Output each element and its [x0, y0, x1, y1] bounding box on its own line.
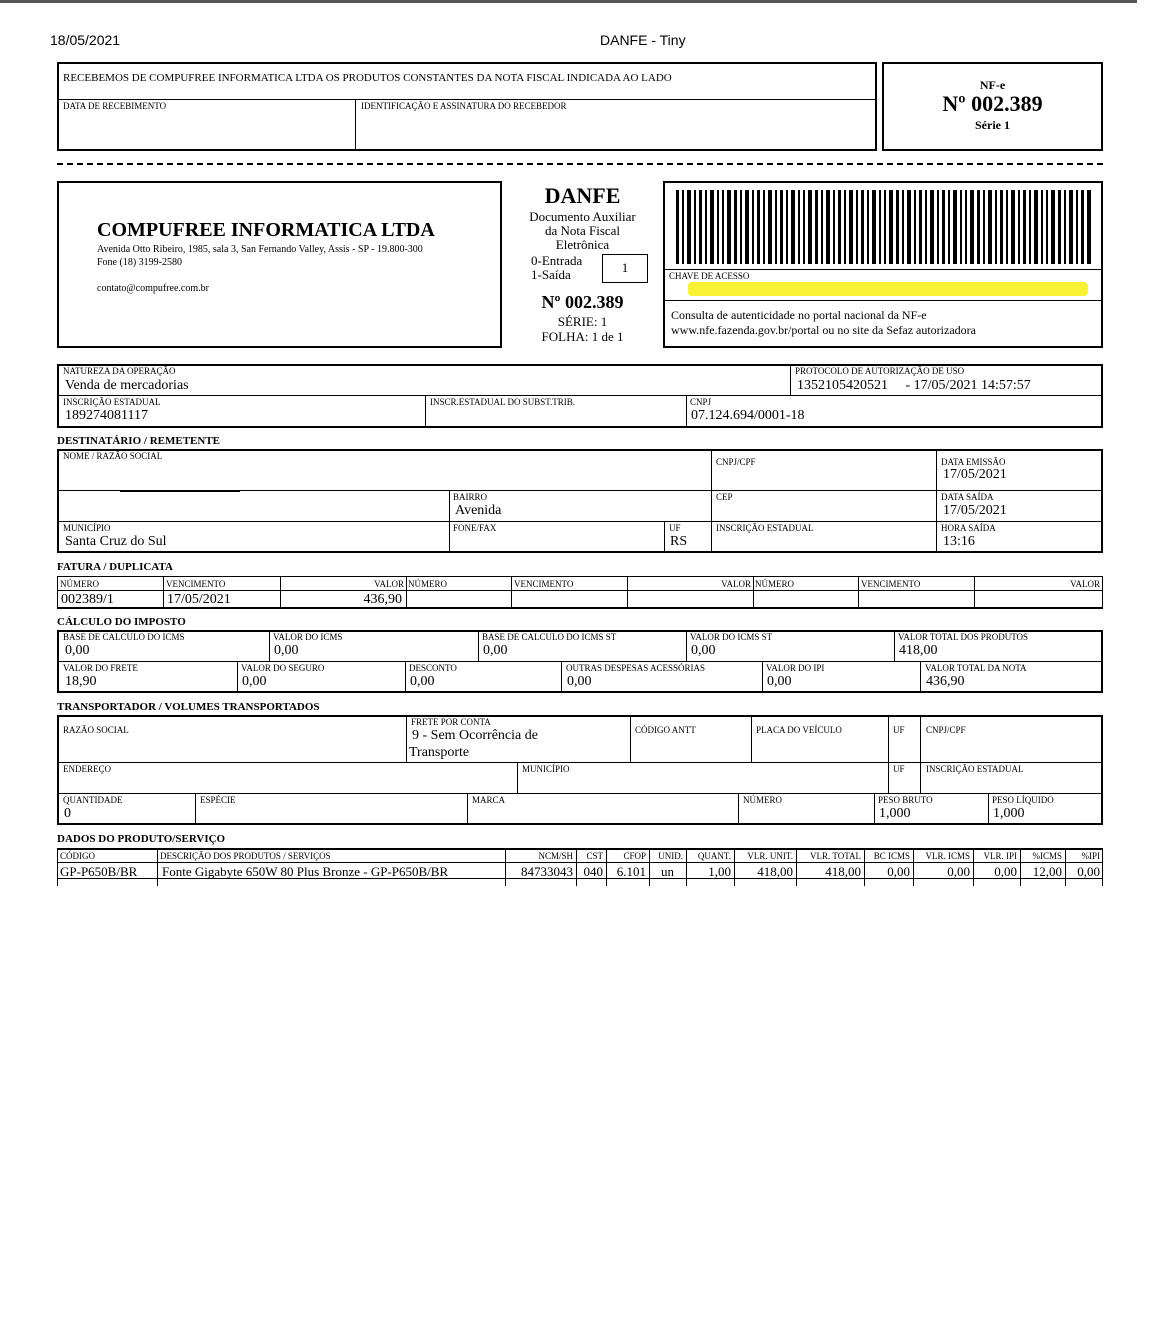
ie-label: INSCRIÇÃO ESTADUAL [63, 397, 161, 407]
outras-label: OUTRAS DESPESAS ACESSÓRIAS [566, 663, 706, 673]
dest-cnpj-label: CNPJ/CPF [716, 457, 756, 467]
canhoto-text: RECEBEMOS DE COMPUFREE INFORMATICA LTDA OS PRODUTOS CONSTANTES DA NOTA FISCAL INDICADA AO LADO [63, 72, 672, 84]
row-bc-icms: 0,00 [887, 864, 910, 879]
uf-label: UF [669, 523, 681, 533]
saida-label: DATA SAÍDA [941, 492, 994, 502]
especie-label: ESPÉCIE [200, 795, 236, 805]
transp-uf2-label: UF [893, 764, 905, 774]
top-bar [0, 0, 1137, 3]
v-prod-value: 418,00 [899, 643, 938, 658]
frete-conta-line2: Transporte [409, 745, 470, 760]
emitente-endereco: Avenida Otto Ribeiro, 1985, sala 3, San Fernando Valley, Assis - SP - 19.800-300 [97, 244, 423, 255]
fatura-venc-label: VENCIMENTO [166, 579, 226, 589]
cut-line [57, 163, 1103, 165]
bc-icms-label: BASE DE CALCULO DO ICMS [63, 632, 185, 642]
natureza-label: NATUREZA DA OPERAÇÃO [63, 366, 176, 376]
protocolo-label: PROTOCOLO DE AUTORIZAÇÃO DE USO [795, 366, 965, 376]
v-icms-value: 0,00 [274, 643, 299, 658]
redaction-mark [120, 490, 240, 492]
row-descricao: Fonte Gigabyte 650W 80 Plus Bronze - GP-P650B/BR [162, 864, 449, 879]
col-vlr-ipi: VLR. IPI [983, 851, 1017, 861]
emissao-value: 17/05/2021 [943, 467, 1007, 482]
chave-redacted [688, 282, 1088, 296]
danfe-folha: FOLHA: 1 de 1 [541, 329, 624, 344]
row-codigo: GP-P650B/BR [60, 864, 138, 879]
barcode [676, 190, 1096, 264]
emitente-nome: COMPUFREE INFORMATICA LTDA [97, 219, 435, 241]
bairro-label: BAIRRO [453, 492, 488, 502]
iest-label: INSCR.ESTADUAL DO SUBST.TRIB. [430, 397, 576, 407]
identificacao-label: IDENTIFICAÇÃO E ASSINATURA DO RECEBEDOR [361, 101, 567, 111]
danfe-line1: Documento Auxiliar [529, 209, 636, 224]
natureza-value: Venda de mercadorias [65, 378, 189, 393]
municipio-label: MUNICÍPIO [63, 523, 111, 533]
chave-label: CHAVE DE ACESSO [669, 271, 750, 281]
fatura-valor-label: VALOR [374, 579, 404, 589]
print-title: DANFE - Tiny [600, 32, 686, 48]
peso-liquido-label: PESO LÍQUIDO [992, 795, 1054, 805]
transp-ie-label: INSCRIÇÃO ESTADUAL [926, 764, 1024, 774]
hora-value: 13:16 [943, 534, 975, 549]
bc-st-label: BASE DE CALCULO DO ICMS ST [482, 632, 617, 642]
transp-numero-label: NÚMERO [743, 795, 783, 805]
nfe-number: Nº 002.389 [942, 91, 1043, 116]
ipi-label: VALOR DO IPI [766, 663, 825, 673]
bc-st-value: 0,00 [483, 643, 508, 658]
row-quant: 1,00 [708, 864, 731, 879]
danfe-tipo: 1 [602, 254, 648, 283]
danfe-numero: Nº 002.389 [541, 292, 624, 312]
danfe-saida: 1-Saída [531, 267, 571, 282]
row-cst: 040 [583, 864, 603, 879]
transp-municipio-label: MUNICÍPIO [522, 764, 570, 774]
total-value: 436,90 [926, 674, 965, 689]
fatura-numero-label-2: NÚMERO [408, 579, 448, 589]
fatura-valor: 436,90 [363, 592, 402, 607]
v-st-value: 0,00 [691, 643, 716, 658]
outras-value: 0,00 [567, 674, 592, 689]
col-unid: UNID. [658, 851, 683, 861]
cnpj-value: 07.124.694/0001-18 [691, 408, 805, 423]
col-cfop: CFOP [623, 851, 646, 861]
seguro-value: 0,00 [242, 674, 267, 689]
fatura-valor-label-2: VALOR [721, 579, 751, 589]
data-recebimento-label: DATA DE RECEBIMENTO [63, 101, 167, 111]
transp-cnpj-label: CNPJ/CPF [926, 725, 966, 735]
v-icms-label: VALOR DO ICMS [273, 632, 343, 642]
antt-label: CÓDIGO ANTT [635, 725, 696, 735]
transportador-title: TRANSPORTADOR / VOLUMES TRANSPORTADOS [57, 701, 320, 713]
row-pct-icms: 12,00 [1032, 864, 1062, 879]
dest-ie-label: INSCRIÇÃO ESTADUAL [716, 523, 814, 533]
protocolo-value: 1352105420521 - 17/05/2021 14:57:57 [797, 378, 1031, 393]
transp-uf-label: UF [893, 725, 905, 735]
imposto-title: CÁLCULO DO IMPOSTO [57, 616, 186, 628]
peso-bruto-value: 1,000 [879, 806, 911, 821]
hora-label: HORA SAÍDA [941, 523, 996, 533]
bairro-value: Avenida [455, 503, 502, 518]
fone-label: FONE/FAX [453, 523, 497, 533]
row-vlr-icms: 0,00 [947, 864, 970, 879]
fatura-venc-label-2: VENCIMENTO [514, 579, 574, 589]
municipio-value: Santa Cruz do Sul [65, 534, 167, 549]
emitente-email: contato@compufree.com.br [97, 283, 209, 294]
fatura-valor-label-3: VALOR [1070, 579, 1100, 589]
col-bc-icms: BC ICMS [873, 851, 910, 861]
col-descricao: DESCRIÇÃO DOS PRODUTOS / SERVIÇOS [160, 851, 331, 861]
saida-value: 17/05/2021 [943, 503, 1007, 518]
qtd-label: QUANTIDADE [63, 795, 123, 805]
row-vlr-ipi: 0,00 [994, 864, 1017, 879]
row-cfop: 6.101 [616, 864, 646, 879]
fatura-vencimento: 17/05/2021 [167, 592, 231, 607]
row-vlr-unit: 418,00 [757, 864, 793, 879]
bc-icms-value: 0,00 [65, 643, 90, 658]
danfe-line2: da Nota Fiscal [544, 223, 621, 238]
desconto-value: 0,00 [410, 674, 435, 689]
col-pct-icms: %ICMS [1032, 851, 1062, 861]
seguro-label: VALOR DO SEGURO [241, 663, 325, 673]
cnpj-label: CNPJ [690, 397, 712, 407]
danfe-line3: Eletrônica [555, 237, 610, 252]
nfe-serie: Série 1 [975, 118, 1010, 132]
danfe-title: DANFE [544, 183, 621, 208]
fatura-title: FATURA / DUPLICATA [57, 561, 173, 573]
col-pct-ipi: %IPI [1081, 851, 1100, 861]
placa-label: PLACA DO VEÍCULO [756, 725, 842, 735]
v-prod-label: VALOR TOTAL DOS PRODUTOS [898, 632, 1029, 642]
frete-conta-line1: 9 - Sem Ocorrência de [412, 728, 538, 743]
qtd-value: 0 [64, 806, 71, 821]
row-pct-ipi: 0,00 [1077, 864, 1100, 879]
peso-liquido-value: 1,000 [993, 806, 1025, 821]
produtos-title: DADOS DO PRODUTO/SERVIÇO [57, 833, 226, 845]
emissao-label: DATA EMISSÃO [941, 457, 1006, 467]
uf-value: RS [670, 534, 688, 549]
nome-label: NOME / RAZÃO SOCIAL [63, 451, 163, 461]
fatura-venc-label-3: VENCIMENTO [861, 579, 921, 589]
destinatario-title: DESTINATÁRIO / REMETENTE [57, 435, 220, 447]
print-date: 18/05/2021 [50, 32, 121, 48]
transp-razao-label: RAZÃO SOCIAL [63, 725, 129, 735]
col-ncm: NCM/SH [538, 851, 573, 861]
nfe-label: NF-e [979, 78, 1006, 92]
col-vlr-unit: VLR. UNIT. [747, 851, 793, 861]
total-label: VALOR TOTAL DA NOTA [925, 663, 1027, 673]
row-unid: un [661, 864, 674, 879]
emitente-fone: Fone (18) 3199-2580 [97, 257, 182, 268]
row-vlr-total: 418,00 [825, 864, 861, 879]
ipi-value: 0,00 [767, 674, 792, 689]
col-vlr-icms: VLR. ICMS [925, 851, 970, 861]
col-quant: QUANT. [697, 851, 731, 861]
danfe-serie: SÉRIE: 1 [557, 314, 608, 329]
consulta-line1: Consulta de autenticidade no portal nacional da NF-e [671, 308, 927, 322]
desconto-label: DESCONTO [409, 663, 457, 673]
v-st-label: VALOR DO ICMS ST [690, 632, 773, 642]
peso-bruto-label: PESO BRUTO [878, 795, 933, 805]
marca-label: MARCA [472, 795, 506, 805]
transp-endereco-label: ENDEREÇO [63, 764, 111, 774]
frete-label: VALOR DO FRETE [63, 663, 138, 673]
ie-value: 189274081117 [65, 408, 148, 423]
frete-conta-label: FRETE POR CONTA [411, 717, 491, 727]
col-vlr-total: VLR. TOTAL [810, 851, 861, 861]
frete-value: 18,90 [65, 674, 97, 689]
fatura-numero: 002389/1 [61, 592, 114, 607]
fatura-numero-label-3: NÚMERO [755, 579, 795, 589]
consulta-line2: www.nfe.fazenda.gov.br/portal ou no site da Sefaz autorizadora [671, 323, 976, 337]
row-ncm: 84733043 [521, 864, 573, 879]
col-cst: CST [586, 851, 603, 861]
col-codigo: CÓDIGO [60, 851, 95, 861]
danfe-entrada: 0-Entrada [531, 253, 583, 268]
cep-label: CEP [716, 492, 733, 502]
fatura-numero-label: NÚMERO [60, 579, 100, 589]
